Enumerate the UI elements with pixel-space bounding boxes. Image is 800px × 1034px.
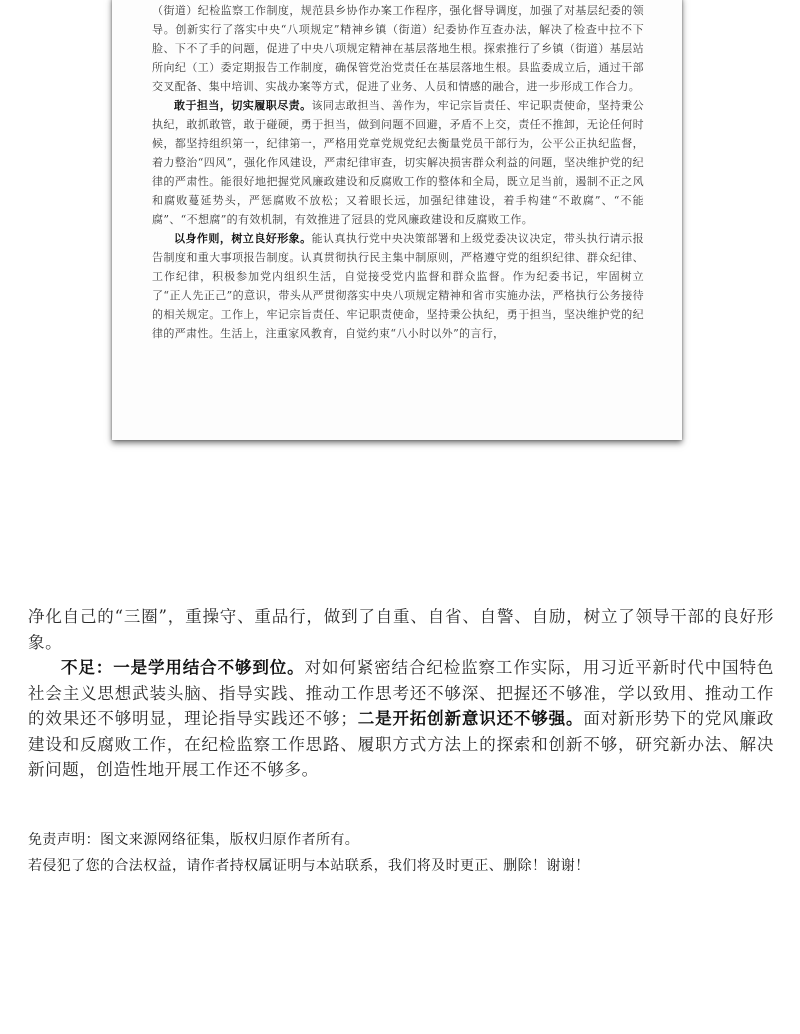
article-paragraph-shortcomings <box>28 655 774 783</box>
article-body <box>28 604 774 783</box>
disclaimer <box>28 827 774 879</box>
document-page-image <box>112 0 682 440</box>
shortcoming-text-2: 面对新形势下的党风廉政建设和反腐败工作，在纪检监察工作思路、履职方式方法上的探索和创新不够，研究新办法、解决新问题，创造性地开展工作还不够多。 <box>28 709 774 779</box>
paragraph-body: 能认真执行党中央决策部署和上级党委决议决定，带头执行请示报告制度和重大事项报告制度。认真贯彻执行民主集中制原则，严格遵守党的组织纪律、群众纪律、工作纪律，积极参加党内组织生活，自觉接受党内监督和群众监督。作为纪委书记，牢固树立了“正人先正己”的意识，带头从严贯彻落实中央八项规定精神和省市实施办法，严格执行公务接待的相关规定。工作上，牢记宗旨责任、牢记职责使命，坚持秉公执纪，勇于担当，坚决维护党的纪律的严肃性。生活上，注重家风教育，自觉约束“八小时以外”的言行， <box>152 232 644 340</box>
paragraph-responsibility <box>152 96 644 229</box>
shortcoming-heading-1: 不足：一是学用结合不够到位。 <box>61 658 305 677</box>
document-page-text <box>152 0 644 343</box>
paragraph-heading: 以身作则，树立良好形象。 <box>174 232 312 245</box>
shortcoming-heading-2: 二是开拓创新意识还不够强。 <box>357 709 584 728</box>
article-paragraph-continuation: 净化自己的“三圈”，重操守、重品行，做到了自重、自省、自警、自励，树立了领导干部的良好形象。 <box>28 607 774 652</box>
paragraph-heading: 敢于担当，切实履职尽责。 <box>174 99 312 112</box>
paragraph-example <box>152 229 644 343</box>
disclaimer-line-1: 免责声明：图文来源网络征集，版权归原作者所有。 <box>28 832 360 848</box>
paragraph-body: 该同志敢担当、善作为，牢记宗旨责任、牢记职责使命，坚持秉公执纪，敢抓敢管，敢于碰硬，勇于担当，做到问题不回避，矛盾不上交，责任不推卸，无论任何时候，都坚持组织第一，纪律第一，严格用党章党规党纪去衡量党员干部行为，公平公正执纪监督，着力整治“四风”，强化作风建设，严肃纪律审查，切实解决损害群众利益的问题，坚决维护党的纪律的严肃性。能很好地把握党风廉政建设和反腐败工作的整体和全局，既立足当前，遏制不正之风和腐败蔓延势头，严惩腐败不放松；又着眼长远，加强纪律建设，着手构建“不敢腐”、“不能腐”、“不想腐”的有效机制，有效推进了冠县的党风廉政建设和反腐败工作。 <box>152 99 644 226</box>
shortcoming-text-1: 对如何紧密结合纪检监察工作实际，用习近平新时代中国特色社会主义思想武装头脑、指导实践、推动工作思考还不够深、把握还不够准，学以致用、推动工作的效果还不够明显，理论指导实践还不够； <box>28 658 774 728</box>
paragraph-innovation: （街道）纪检监察工作制度，规范县乡协作办案工作程序，强化督导调度，加强了对基层纪委的领导。创新实行了落实中央“八项规定”精神乡镇（街道）纪委协作互查办法，解决了检查中拉不下脸、下不了手的问题，促进了中央八项规定精神在基层落地生根。探索推行了乡镇（街道）基层站所向纪（工）委定期报告工作制度，确保管党治党责任在基层落地生根。县监委成立后，通过干部交叉配备、集中培训、实战办案等方式，促进了业务、人员和情感的融合，进一步形成工作合力。 <box>152 4 644 93</box>
disclaimer-line-2: 若侵犯了您的合法权益，请作者持权属证明与本站联系，我们将及时更正、删除！谢谢！ <box>28 858 590 874</box>
